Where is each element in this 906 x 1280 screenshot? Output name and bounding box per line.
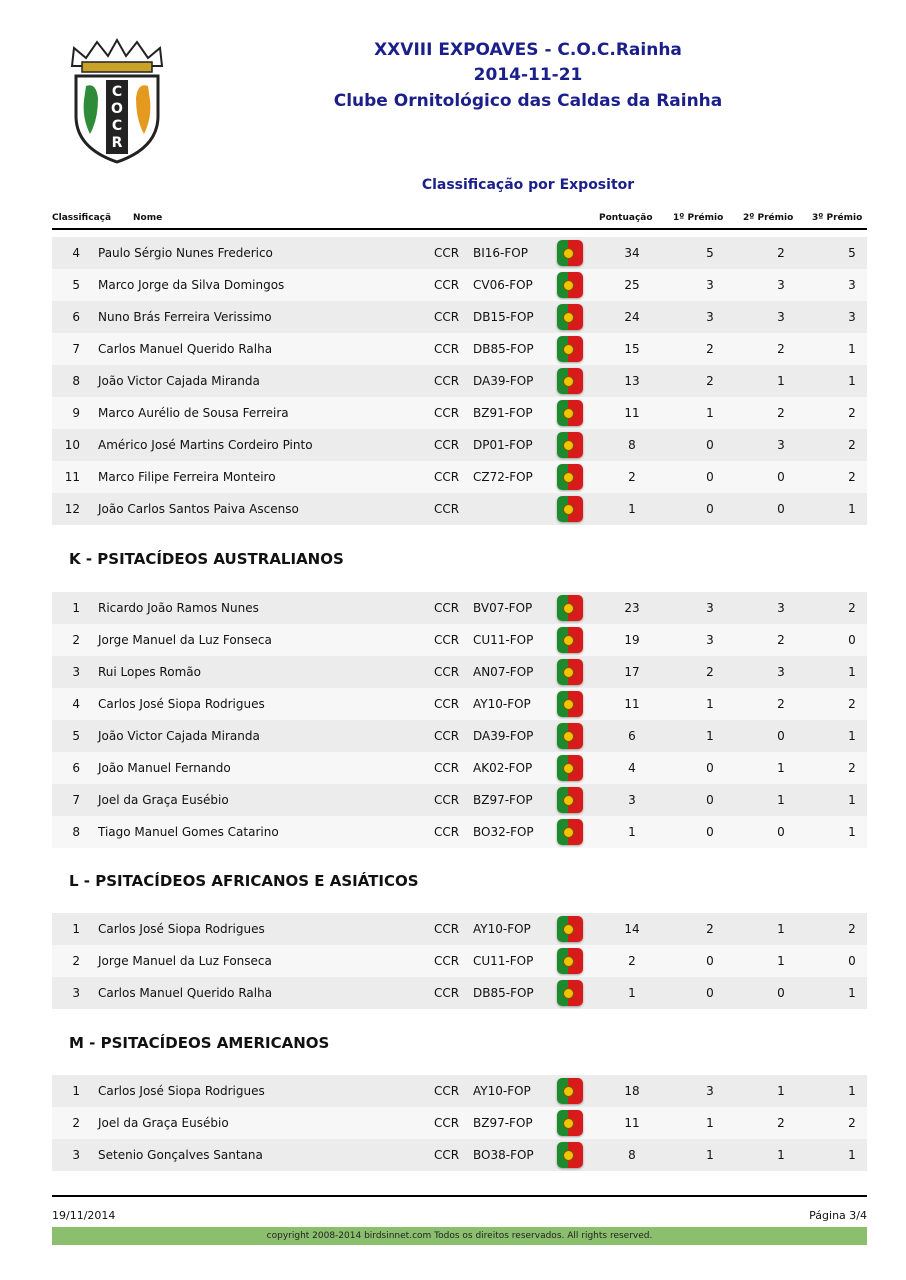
- points-cell: 11: [624, 406, 640, 420]
- club-code: CCR: [434, 761, 460, 775]
- prize-2-cell: 3: [777, 601, 785, 615]
- prize-1-cell: 0: [706, 502, 714, 516]
- club-code: CCR: [434, 729, 460, 743]
- club-code: CCR: [434, 1116, 460, 1130]
- points-cell: 19: [624, 633, 640, 647]
- club-code: CCR: [434, 278, 460, 292]
- table-row: [52, 752, 867, 784]
- rank-cell: 11: [64, 470, 80, 484]
- report-subtitle: Classificação por Expositor: [421, 177, 635, 193]
- breeder-number: BO32-FOP: [473, 825, 534, 839]
- table-row: [52, 816, 867, 848]
- prize-2-cell: 0: [777, 729, 785, 743]
- prize-2-cell: 2: [777, 633, 785, 647]
- prize-2-cell: 1: [777, 793, 785, 807]
- table-row: [52, 913, 867, 945]
- rank-cell: 4: [72, 246, 80, 260]
- exhibitor-name: Carlos Manuel Querido Ralha: [98, 986, 273, 1000]
- rank-cell: 8: [72, 374, 80, 388]
- table-row: [52, 977, 867, 1009]
- exhibitor-name: Nuno Brás Ferreira Verissimo: [98, 310, 272, 324]
- club-code: CCR: [434, 406, 460, 420]
- prize-1-cell: 1: [706, 406, 714, 420]
- breeder-number: CU11-FOP: [473, 633, 534, 647]
- prize-3-cell: 2: [848, 438, 856, 452]
- points-cell: 1: [628, 502, 636, 516]
- rank-cell: 2: [72, 633, 80, 647]
- exhibitor-name: Setenio Gonçalves Santana: [98, 1148, 263, 1162]
- col-premio-1: 1º Prémio: [673, 213, 724, 223]
- points-cell: 2: [628, 954, 636, 968]
- points-cell: 18: [624, 1084, 640, 1098]
- points-cell: 1: [628, 986, 636, 1000]
- club-code: CCR: [434, 986, 460, 1000]
- header-rule: [52, 228, 867, 230]
- points-cell: 3: [628, 793, 636, 807]
- points-cell: 1: [628, 825, 636, 839]
- col-premio-2: 2º Prémio: [743, 213, 794, 223]
- exhibitor-name: João Manuel Fernando: [98, 761, 231, 775]
- breeder-number: CV06-FOP: [473, 278, 533, 292]
- breeder-number: DA39-FOP: [473, 374, 534, 388]
- rank-cell: 6: [72, 310, 80, 324]
- portugal-flag-icon: [557, 1142, 583, 1168]
- prize-1-cell: 1: [706, 1148, 714, 1162]
- prize-1-cell: 0: [706, 793, 714, 807]
- exhibitor-name: Joel da Graça Eusébio: [98, 1116, 229, 1130]
- prize-1-cell: 0: [706, 954, 714, 968]
- club-name: Clube Ornitológico das Caldas da Rainha: [333, 91, 723, 111]
- prize-2-cell: 3: [777, 665, 785, 679]
- table-row: [52, 333, 867, 365]
- exhibitor-name: Carlos José Siopa Rodrigues: [98, 697, 265, 711]
- prize-2-cell: 1: [777, 922, 785, 936]
- crest-letter: O: [111, 101, 123, 117]
- exhibitor-name: Ricardo João Ramos Nunes: [98, 601, 259, 615]
- exhibitor-name: Rui Lopes Romão: [98, 665, 201, 679]
- table-row: [52, 1139, 867, 1171]
- breeder-number: BZ97-FOP: [473, 1116, 533, 1130]
- club-crest-logo: [52, 36, 182, 164]
- prize-3-cell: 2: [848, 697, 856, 711]
- portugal-flag-icon: [557, 659, 583, 685]
- points-cell: 11: [624, 1116, 640, 1130]
- points-cell: 11: [624, 697, 640, 711]
- portugal-flag-icon: [557, 464, 583, 490]
- exhibitor-name: Carlos José Siopa Rodrigues: [98, 1084, 265, 1098]
- event-title: XXVIII EXPOAVES - C.O.C.Rainha: [374, 40, 682, 60]
- breeder-number: AK02-FOP: [473, 761, 533, 775]
- crest-letter: C: [111, 118, 123, 134]
- prize-1-cell: 1: [706, 729, 714, 743]
- prize-1-cell: 3: [706, 278, 714, 292]
- prize-3-cell: 1: [848, 665, 856, 679]
- table-row: [52, 365, 867, 397]
- points-cell: 14: [624, 922, 640, 936]
- breeder-number: AY10-FOP: [473, 697, 531, 711]
- points-cell: 23: [624, 601, 640, 615]
- prize-1-cell: 2: [706, 374, 714, 388]
- portugal-flag-icon: [557, 787, 583, 813]
- rank-cell: 5: [72, 278, 80, 292]
- club-code: CCR: [434, 1148, 460, 1162]
- portugal-flag-icon: [557, 691, 583, 717]
- prize-2-cell: 3: [777, 278, 785, 292]
- portugal-flag-icon: [557, 948, 583, 974]
- rank-cell: 1: [72, 601, 80, 615]
- breeder-number: BV07-FOP: [473, 601, 533, 615]
- rank-cell: 1: [72, 922, 80, 936]
- prize-3-cell: 0: [848, 633, 856, 647]
- breeder-number: BI16-FOP: [473, 246, 528, 260]
- points-cell: 8: [628, 1148, 636, 1162]
- rank-cell: 9: [72, 406, 80, 420]
- exhibitor-name: Tiago Manuel Gomes Catarino: [98, 825, 279, 839]
- prize-1-cell: 3: [706, 633, 714, 647]
- exhibitor-name: Joel da Graça Eusébio: [98, 793, 229, 807]
- points-cell: 15: [624, 342, 640, 356]
- exhibitor-name: Marco Jorge da Silva Domingos: [98, 278, 285, 292]
- club-code: CCR: [434, 342, 460, 356]
- prize-2-cell: 1: [777, 1084, 785, 1098]
- rank-cell: 8: [72, 825, 80, 839]
- rank-cell: 7: [72, 342, 80, 356]
- portugal-flag-icon: [557, 368, 583, 394]
- club-code: CCR: [434, 697, 460, 711]
- table-row: [52, 592, 867, 624]
- prize-3-cell: 1: [848, 1084, 856, 1098]
- portugal-flag-icon: [557, 1078, 583, 1104]
- points-cell: 24: [624, 310, 640, 324]
- footer-rule: [52, 1195, 867, 1197]
- points-cell: 8: [628, 438, 636, 452]
- points-cell: 25: [624, 278, 640, 292]
- club-code: CCR: [434, 922, 460, 936]
- prize-3-cell: 1: [848, 374, 856, 388]
- portugal-flag-icon: [557, 240, 583, 266]
- rank-cell: 10: [64, 438, 80, 452]
- points-cell: 34: [624, 246, 640, 260]
- club-code: CCR: [434, 665, 460, 679]
- portugal-flag-icon: [557, 400, 583, 426]
- prize-2-cell: 0: [777, 470, 785, 484]
- prize-1-cell: 3: [706, 601, 714, 615]
- prize-2-cell: 2: [777, 1116, 785, 1130]
- rank-cell: 3: [72, 665, 80, 679]
- prize-3-cell: 1: [848, 825, 856, 839]
- prize-1-cell: 1: [706, 697, 714, 711]
- breeder-number: DP01-FOP: [473, 438, 533, 452]
- prize-3-cell: 3: [848, 310, 856, 324]
- rank-cell: 7: [72, 793, 80, 807]
- table-row: [52, 397, 867, 429]
- prize-3-cell: 1: [848, 502, 856, 516]
- prize-3-cell: 2: [848, 922, 856, 936]
- copyright-bar: copyright 2008-2014 birdsinnet.com Todos os direitos reservados. All rights reserved.: [52, 1227, 867, 1245]
- prize-1-cell: 5: [706, 246, 714, 260]
- prize-3-cell: 1: [848, 342, 856, 356]
- points-cell: 4: [628, 761, 636, 775]
- crest-letter: R: [111, 135, 123, 151]
- exhibitor-name: Marco Aurélio de Sousa Ferreira: [98, 406, 289, 420]
- prize-3-cell: 1: [848, 793, 856, 807]
- breeder-number: AY10-FOP: [473, 1084, 531, 1098]
- prize-2-cell: 1: [777, 374, 785, 388]
- prize-2-cell: 2: [777, 406, 785, 420]
- rank-cell: 2: [72, 1116, 80, 1130]
- portugal-flag-icon: [557, 980, 583, 1006]
- portugal-flag-icon: [557, 723, 583, 749]
- table-row: [52, 1075, 867, 1107]
- rank-cell: 3: [72, 1148, 80, 1162]
- portugal-flag-icon: [557, 819, 583, 845]
- prize-2-cell: 3: [777, 438, 785, 452]
- prize-2-cell: 0: [777, 986, 785, 1000]
- table-row: [52, 301, 867, 333]
- prize-2-cell: 2: [777, 697, 785, 711]
- prize-3-cell: 0: [848, 954, 856, 968]
- portugal-flag-icon: [557, 336, 583, 362]
- club-code: CCR: [434, 825, 460, 839]
- crest-letter: C: [111, 84, 123, 100]
- prize-1-cell: 3: [706, 1084, 714, 1098]
- prize-3-cell: 3: [848, 278, 856, 292]
- prize-3-cell: 2: [848, 1116, 856, 1130]
- footer-date: 19/11/2014: [52, 1209, 116, 1222]
- prize-1-cell: 2: [706, 922, 714, 936]
- prize-2-cell: 0: [777, 825, 785, 839]
- prize-2-cell: 1: [777, 761, 785, 775]
- table-row: [52, 429, 867, 461]
- exhibitor-name: Jorge Manuel da Luz Fonseca: [98, 954, 272, 968]
- exhibitor-name: Carlos José Siopa Rodrigues: [98, 922, 265, 936]
- table-row: [52, 945, 867, 977]
- col-nome: Nome: [133, 213, 163, 223]
- points-cell: 17: [624, 665, 640, 679]
- prize-1-cell: 3: [706, 310, 714, 324]
- footer-page-number: Página 3/4: [809, 1209, 867, 1222]
- table-row: [52, 688, 867, 720]
- prize-3-cell: 2: [848, 470, 856, 484]
- breeder-number: CU11-FOP: [473, 954, 534, 968]
- prize-2-cell: 1: [777, 1148, 785, 1162]
- prize-1-cell: 0: [706, 761, 714, 775]
- breeder-number: AY10-FOP: [473, 922, 531, 936]
- prize-1-cell: 2: [706, 342, 714, 356]
- table-row: [52, 720, 867, 752]
- exhibitor-name: Américo José Martins Cordeiro Pinto: [98, 438, 313, 452]
- prize-2-cell: 0: [777, 502, 785, 516]
- exhibitor-name: Marco Filipe Ferreira Monteiro: [98, 470, 276, 484]
- portugal-flag-icon: [557, 916, 583, 942]
- club-code: CCR: [434, 954, 460, 968]
- prize-1-cell: 0: [706, 438, 714, 452]
- breeder-number: BZ97-FOP: [473, 793, 533, 807]
- col-pontuacao: Pontuação: [599, 213, 653, 223]
- club-code: CCR: [434, 438, 460, 452]
- breeder-number: DA39-FOP: [473, 729, 534, 743]
- rank-cell: 2: [72, 954, 80, 968]
- col-classificacao: Classificaçã: [52, 213, 112, 223]
- breeder-number: DB85-FOP: [473, 342, 534, 356]
- prize-2-cell: 2: [777, 342, 785, 356]
- exhibitor-name: Paulo Sérgio Nunes Frederico: [98, 246, 273, 260]
- rank-cell: 4: [72, 697, 80, 711]
- club-code: CCR: [434, 1084, 460, 1098]
- table-row: [52, 784, 867, 816]
- event-date: 2014-11-21: [473, 65, 583, 85]
- table-row: [52, 656, 867, 688]
- portugal-flag-icon: [557, 595, 583, 621]
- breeder-number: AN07-FOP: [473, 665, 534, 679]
- exhibitor-name: João Victor Cajada Miranda: [98, 374, 260, 388]
- section-title: K - PSITACÍDEOS AUSTRALIANOS: [69, 550, 344, 568]
- breeder-number: CZ72-FOP: [473, 470, 533, 484]
- club-code: CCR: [434, 470, 460, 484]
- portugal-flag-icon: [557, 627, 583, 653]
- prize-3-cell: 5: [848, 246, 856, 260]
- exhibitor-name: Carlos Manuel Querido Ralha: [98, 342, 273, 356]
- rank-cell: 6: [72, 761, 80, 775]
- prize-3-cell: 2: [848, 601, 856, 615]
- club-code: CCR: [434, 502, 460, 516]
- prize-1-cell: 0: [706, 825, 714, 839]
- exhibitor-name: João Carlos Santos Paiva Ascenso: [98, 502, 299, 516]
- prize-2-cell: 3: [777, 310, 785, 324]
- portugal-flag-icon: [557, 496, 583, 522]
- prize-2-cell: 1: [777, 954, 785, 968]
- prize-1-cell: 1: [706, 1116, 714, 1130]
- breeder-number: DB85-FOP: [473, 986, 534, 1000]
- rank-cell: 3: [72, 986, 80, 1000]
- prize-1-cell: 0: [706, 986, 714, 1000]
- breeder-number: DB15-FOP: [473, 310, 534, 324]
- club-code: CCR: [434, 374, 460, 388]
- prize-3-cell: 1: [848, 729, 856, 743]
- club-code: CCR: [434, 246, 460, 260]
- table-row: [52, 269, 867, 301]
- breeder-number: BO38-FOP: [473, 1148, 534, 1162]
- points-cell: 2: [628, 470, 636, 484]
- table-row: [52, 493, 867, 525]
- section-title: M - PSITACÍDEOS AMERICANOS: [69, 1034, 330, 1052]
- prize-3-cell: 1: [848, 986, 856, 1000]
- rank-cell: 1: [72, 1084, 80, 1098]
- prize-1-cell: 2: [706, 665, 714, 679]
- club-code: CCR: [434, 310, 460, 324]
- club-code: CCR: [434, 633, 460, 647]
- exhibitor-name: João Victor Cajada Miranda: [98, 729, 260, 743]
- portugal-flag-icon: [557, 1110, 583, 1136]
- col-premio-3: 3º Prémio: [812, 213, 863, 223]
- club-code: CCR: [434, 793, 460, 807]
- section-title: L - PSITACÍDEOS AFRICANOS E ASIÁTICOS: [69, 872, 419, 890]
- breeder-number: BZ91-FOP: [473, 406, 533, 420]
- prize-3-cell: 2: [848, 406, 856, 420]
- prize-2-cell: 2: [777, 246, 785, 260]
- table-row: [52, 624, 867, 656]
- prize-3-cell: 1: [848, 1148, 856, 1162]
- rank-cell: 5: [72, 729, 80, 743]
- table-row: [52, 461, 867, 493]
- table-row: [52, 237, 867, 269]
- points-cell: 13: [624, 374, 640, 388]
- rank-cell: 12: [64, 502, 80, 516]
- prize-3-cell: 2: [848, 761, 856, 775]
- exhibitor-name: Jorge Manuel da Luz Fonseca: [98, 633, 272, 647]
- club-code: CCR: [434, 601, 460, 615]
- table-row: [52, 1107, 867, 1139]
- points-cell: 6: [628, 729, 636, 743]
- portugal-flag-icon: [557, 304, 583, 330]
- prize-1-cell: 0: [706, 470, 714, 484]
- portugal-flag-icon: [557, 755, 583, 781]
- portugal-flag-icon: [557, 432, 583, 458]
- portugal-flag-icon: [557, 272, 583, 298]
